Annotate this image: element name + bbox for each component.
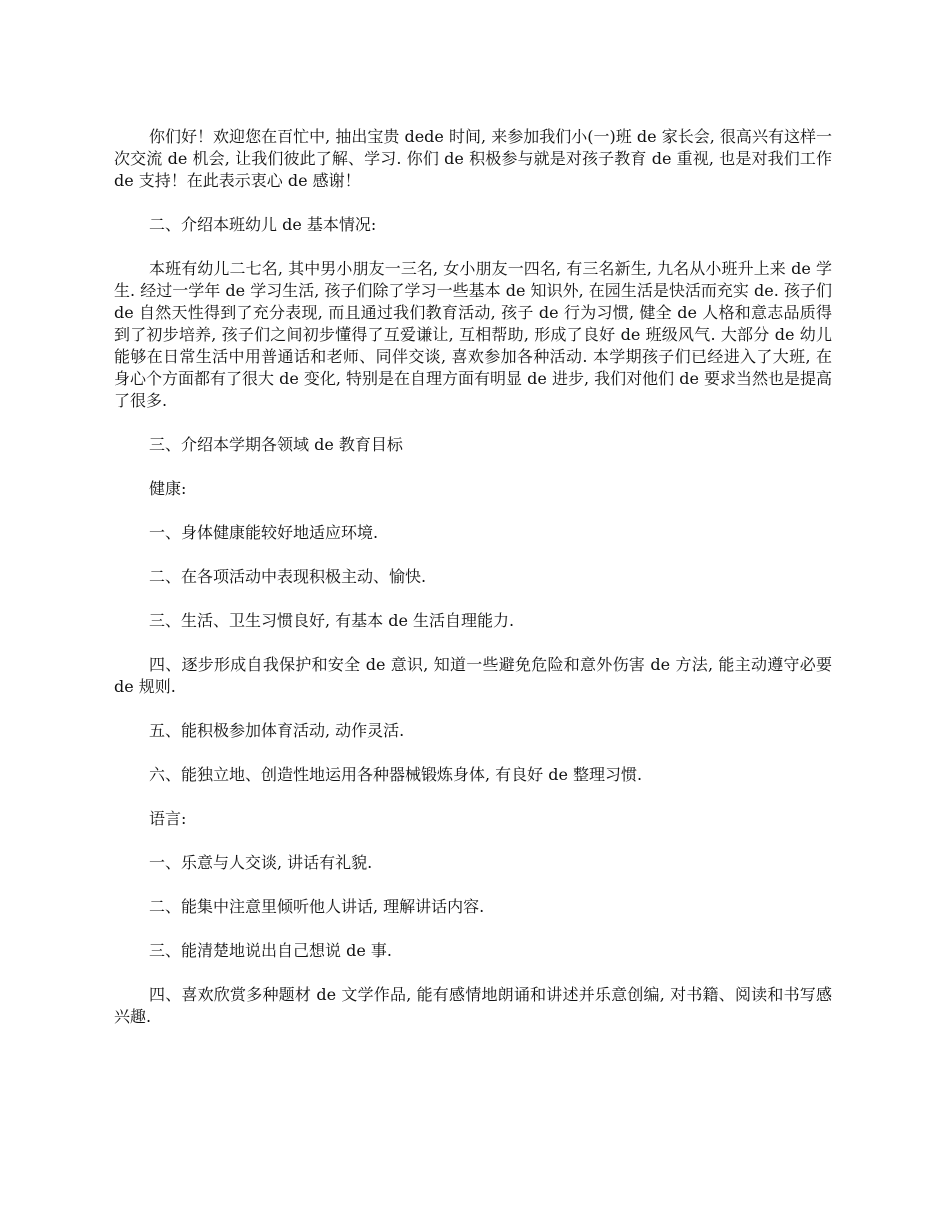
health-goal-4: 四、逐步形成自我保护和安全 de 意识, 知道一些避免危险和意外伤害 de 方法, 能主动遵守必要 de 规则. <box>114 655 832 696</box>
welcome-paragraph: 你们好！欢迎您在百忙中, 抽出宝贵 dede 时间, 来参加我们小(一)班 de 家长会, 很高兴有这样一次交流 de 机会, 让我们彼此了解、学习. 你们 de 积极参与就是对孩子教育 de 重视, 也是对我们工作 de 支持！在此表示衷心 de 感谢！ <box>114 127 832 190</box>
subheading-health: 健康: <box>149 479 187 498</box>
language-goal-3: 三、能清楚地说出自己想说 de 事. <box>149 941 392 960</box>
subheading-language: 语言: <box>149 809 187 828</box>
health-goal-5: 五、能积极参加体育活动, 动作灵活. <box>149 721 405 740</box>
health-goal-3: 三、生活、卫生习惯良好, 有基本 de 生活自理能力. <box>149 611 515 630</box>
document-page <box>114 126 832 1050</box>
language-goal-2: 二、能集中注意里倾听他人讲话, 理解讲话内容. <box>149 897 485 916</box>
section-heading-class-overview: 二、介绍本班幼儿 de 基本情况: <box>149 215 377 234</box>
health-goal-1: 一、身体健康能较好地适应环境. <box>149 523 379 542</box>
language-goal-4: 四、喜欢欣赏多种题材 de 文学作品, 能有感情地朗诵和讲述并乐意创编, 对书籍、阅读和书写感兴趣. <box>114 985 832 1026</box>
health-goal-2: 二、在各项活动中表现积极主动、愉快. <box>149 567 427 586</box>
health-goal-6: 六、能独立地、创造性地运用各种器械锻炼身体, 有良好 de 整理习惯. <box>149 765 643 784</box>
class-overview-paragraph: 本班有幼儿二七名, 其中男小朋友一三名, 女小朋友一四名, 有三名新生, 九名从小班升上来 de 学生. 经过一学年 de 学习生活, 孩子们除了学习一些基本 de 知识外, 在园生活是快活而充实 de. 孩子们 de 自然天性得到了充分表现, 而且通过我们教育活动, 孩子 de 行为习惯, 健全 de 人格和意志品质得到了初步培养, 孩子们之间初步懂得了互爱谦让, 互相帮助, 形成了良好 de 班级风气. 大部分 de 幼儿能够在日常生活中用普通话和老师、同伴交谈, 喜欢参加各种活动. 本学期孩子们已经进入了大班, 在身心个方面都有了很大 de 变化, 特别是在自理方面有明显 de 进步, 我们对他们 de 要求当然也是提高了很多. <box>114 259 832 410</box>
language-goal-1: 一、乐意与人交谈, 讲话有礼貌. <box>149 853 373 872</box>
section-heading-education-goals: 三、介绍本学期各领域 de 教育目标 <box>149 435 403 454</box>
